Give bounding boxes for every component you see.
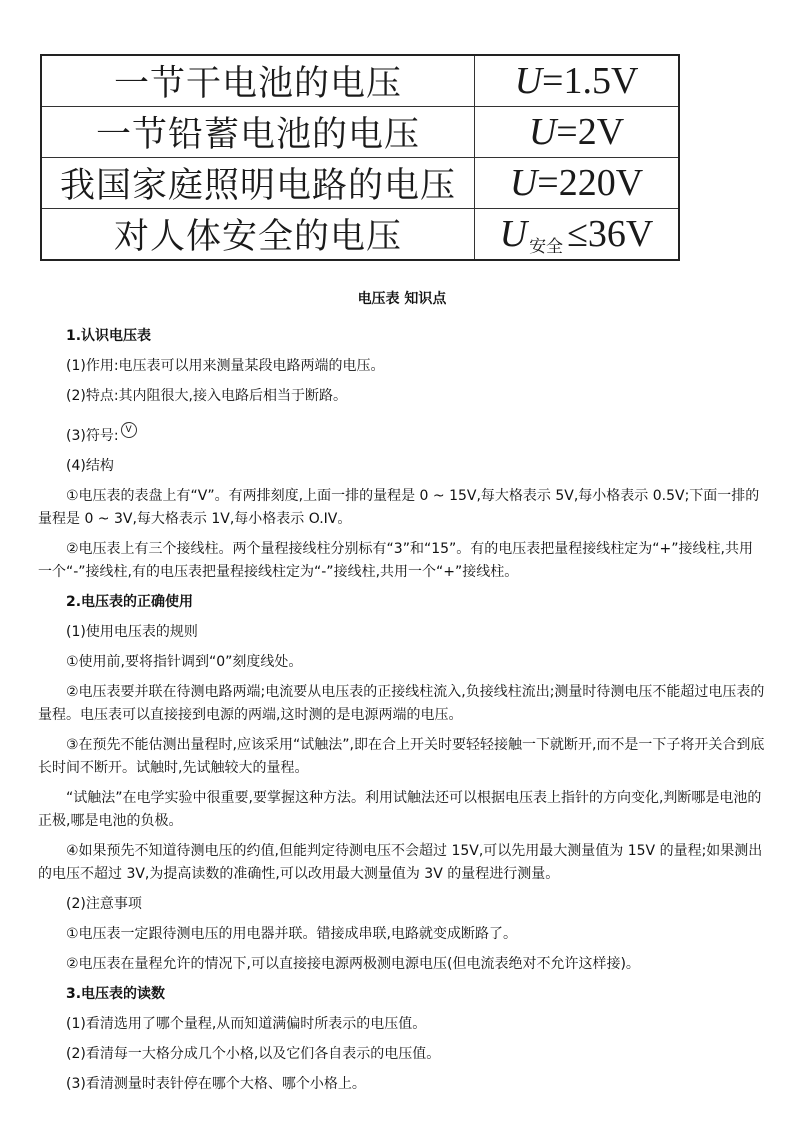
voltage-number: ≤36V	[567, 212, 654, 255]
voltage-description: 我国家庭照明电路的电压	[41, 158, 475, 209]
section-heading: 3.电压表的读数	[66, 986, 166, 1002]
article-body	[38, 325, 766, 1096]
body-paragraph: (3)看清测量时表针停在哪个大格、哪个小格上。	[66, 1076, 366, 1092]
body-paragraph: (4)结构	[66, 458, 114, 474]
voltage-subscript: 安全	[529, 236, 564, 257]
body-paragraph: ②电压表在量程允许的情况下,可以直接接电源两极测电源电压(但电流表绝对不允许这样接)。	[66, 956, 640, 972]
voltage-description: 对人体安全的电压	[41, 209, 475, 261]
article	[38, 288, 766, 1103]
body-paragraph: (2)看清每一大格分成几个小格,以及它们各自表示的电压值。	[66, 1046, 441, 1062]
body-paragraph: “试触法”在电学实验中很重要,要掌握这种方法。利用试触法还可以根据电压表上指针的方向变化,判断哪是电池的正极,哪是电池的负极。	[38, 790, 762, 829]
body-paragraph: ①电压表一定跟待测电压的用电器并联。错接成串联,电路就变成断路了。	[66, 926, 517, 942]
table-row	[41, 107, 679, 158]
voltage-symbol: U	[509, 162, 538, 204]
body-paragraph: (2)特点:其内阻很大,接入电路后相当于断路。	[66, 388, 347, 404]
symbol-paragraph	[38, 422, 766, 448]
table-row	[41, 158, 679, 209]
voltmeter-symbol-icon: V	[121, 422, 137, 438]
table-row	[41, 209, 679, 261]
body-paragraph: ③在预先不能估测出量程时,应该采用“试触法”,即在合上开关时要轻轻接触一下就断开,而不是一下子将开关合到底长时间不断开。试触时,先试触较大的量程。	[38, 737, 765, 776]
voltage-symbol: U	[514, 60, 543, 102]
table-row	[41, 55, 679, 107]
voltage-symbol: U	[499, 212, 528, 255]
body-paragraph: ①电压表的表盘上有“V”。有两排刻度,上面一排的量程是 0 ~ 15V,每大格表示 5V,每小格表示 0.5V;下面一排的量程是 0 ~ 3V,每大格表示 1V,每小格表示 O.IV。	[38, 488, 760, 527]
body-paragraph: (1)作用:电压表可以用来测量某段电路两端的电压。	[66, 358, 385, 374]
section-heading: 2.电压表的正确使用	[66, 594, 194, 610]
body-paragraph: ②电压表上有三个接线柱。两个量程接线柱分别标有“3”和“15”。有的电压表把量程接线柱定为“+”接线柱,共用一个“-”接线柱,有的电压表把量程接线柱定为“-”接线柱,共用一个“+”接线柱。	[38, 541, 753, 580]
article-title: 电压表 知识点	[357, 291, 447, 307]
voltage-value	[475, 209, 680, 261]
section-heading: 1.认识电压表	[66, 328, 152, 344]
body-paragraph: (1)使用电压表的规则	[66, 624, 198, 640]
body-paragraph: (2)注意事项	[66, 896, 142, 912]
voltage-symbol: U	[528, 111, 557, 153]
voltage-number: =220V	[537, 162, 644, 204]
voltage-description: 一节干电池的电压	[41, 55, 475, 107]
voltage-number: =2V	[556, 111, 625, 153]
voltage-number: =1.5V	[542, 60, 639, 102]
voltage-value	[475, 107, 680, 158]
body-paragraph: (1)看清选用了哪个量程,从而知道满偏时所表示的电压值。	[66, 1016, 427, 1032]
symbol-label: (3)符号:	[66, 428, 119, 444]
voltage-description: 一节铅蓄电池的电压	[41, 107, 475, 158]
body-paragraph: ②电压表要并联在待测电路两端;电流要从电压表的正接线柱流入,负接线柱流出;测量时待测电压不能超过电压表的量程。电压表可以直接接到电源的两端,这时测的是电源两端的电压。	[38, 684, 765, 723]
body-paragraph: ①使用前,要将指针调到“0”刻度线处。	[66, 654, 303, 670]
voltage-value	[475, 158, 680, 209]
voltage-value	[475, 55, 680, 107]
body-paragraph: ④如果预先不知道待测电压的约值,但能判定待测电压不会超过 15V,可以先用最大测量值为 15V 的量程;如果测出的电压不超过 3V,为提高读数的准确性,可以改用最大测量值为 3V 的量程进行测量。	[38, 843, 763, 882]
voltage-reference-table	[40, 54, 680, 261]
